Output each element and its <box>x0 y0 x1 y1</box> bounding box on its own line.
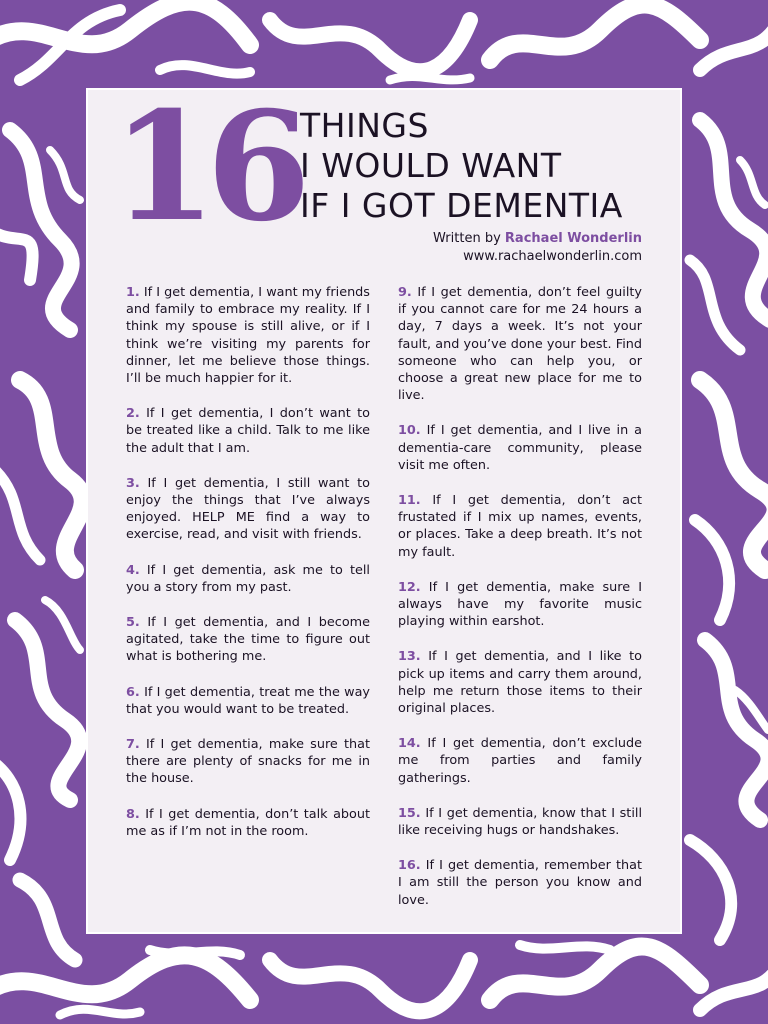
website-url: www.rachaelwonderlin.com <box>463 249 642 264</box>
list-item <box>398 805 642 839</box>
item-text: If I get dementia, don’t feel guilty if you cannot care for me 24 hours a day, 7 days a week. It’s not your fault, and you’ve done your best. Find someone who can help you, or choose a great new place for me to live. <box>398 285 642 404</box>
item-number: 13. <box>398 649 421 665</box>
item-text: If I get dementia, don’t act frustated if I mix up names, events, or places. Take a deep breath. It’s not my fault. <box>398 493 642 560</box>
list-column-right <box>398 284 642 909</box>
item-text: If I get dementia, I don’t want to be treated like a child. Talk to me like the adult that I am. <box>126 406 370 456</box>
list-item <box>398 492 642 561</box>
page-title <box>300 106 623 226</box>
list-item <box>126 475 370 544</box>
item-number: 4. <box>126 562 140 578</box>
item-text: If I get dementia, make sure that there are plenty of snacks for me in the house. <box>126 737 370 787</box>
list-item <box>126 806 370 840</box>
item-text: If I get dementia, make sure I always have my favorite music playing within earshot. <box>398 579 642 630</box>
item-text: If I get dementia, treat me the way that you would want to be treated. <box>126 684 371 717</box>
item-number: 5. <box>126 615 140 631</box>
list-item <box>126 562 370 596</box>
item-number: 10. <box>398 423 421 439</box>
item-number: 9. <box>398 285 412 300</box>
author-name: Rachael Wonderlin <box>504 231 642 246</box>
list-item <box>126 284 370 387</box>
item-text: If I get dementia, and I become agitated, take the time to figure out what is bothering me. <box>126 615 371 665</box>
list-item <box>126 614 370 666</box>
item-text: If I get dementia, and I live in a dementia-care community, please visit me often. <box>398 423 642 473</box>
item-number: 6. <box>126 684 140 700</box>
list-item <box>398 735 642 787</box>
item-number: 11. <box>398 493 421 509</box>
list-column-left <box>126 284 370 840</box>
item-number: 16. <box>398 858 421 874</box>
list-item <box>126 405 370 457</box>
list-item <box>126 684 370 718</box>
title-line: THINGS <box>300 106 429 145</box>
item-text: If I get dementia, don’t exclude me from parties and family gatherings. <box>398 736 642 786</box>
item-number: 14. <box>398 736 421 752</box>
item-number: 2. <box>126 406 140 422</box>
big-number: 16 <box>112 79 301 255</box>
item-text: If I get dementia, I still want to enjoy the things that I’ve always enjoyed. HELP ME find a way to exercise, read, and visit with friends. <box>126 475 370 543</box>
item-text: If I get dementia, know that I still like receiving hugs or handshakes. <box>398 805 642 839</box>
item-text: If I get dementia, ask me to tell you a story from my past. <box>126 562 370 595</box>
item-text: If I get dementia, I want my friends and family to embrace my reality. If I think my spouse is still alive, or if I think we’re visiting my parents for dinner, let me believe those things. I’ll be much happier for it. <box>126 285 370 387</box>
list-item <box>398 648 642 717</box>
byline-prefix: Written by <box>433 231 501 246</box>
item-number: 7. <box>126 737 140 753</box>
list-item <box>398 579 642 631</box>
content-card <box>88 79 680 932</box>
item-number: 15. <box>398 805 421 821</box>
item-number: 1. <box>126 285 140 300</box>
item-text: If I get dementia, and I like to pick up items and carry them around, help me return those items to their original places. <box>398 649 642 717</box>
item-number: 8. <box>126 806 140 822</box>
byline <box>433 230 642 266</box>
list-item <box>126 736 370 788</box>
title-line: IF I GOT DEMENTIA <box>300 186 623 225</box>
title-line: I WOULD WANT <box>300 146 562 185</box>
list-item <box>398 422 642 474</box>
item-text: If I get dementia, remember that I am still the person you know and love. <box>398 858 642 908</box>
list-item <box>398 857 642 909</box>
item-text: If I get dementia, don’t talk about me as if I’m not in the room. <box>126 806 370 839</box>
item-number: 12. <box>398 579 421 595</box>
list-item <box>398 284 642 404</box>
item-number: 3. <box>126 475 140 491</box>
